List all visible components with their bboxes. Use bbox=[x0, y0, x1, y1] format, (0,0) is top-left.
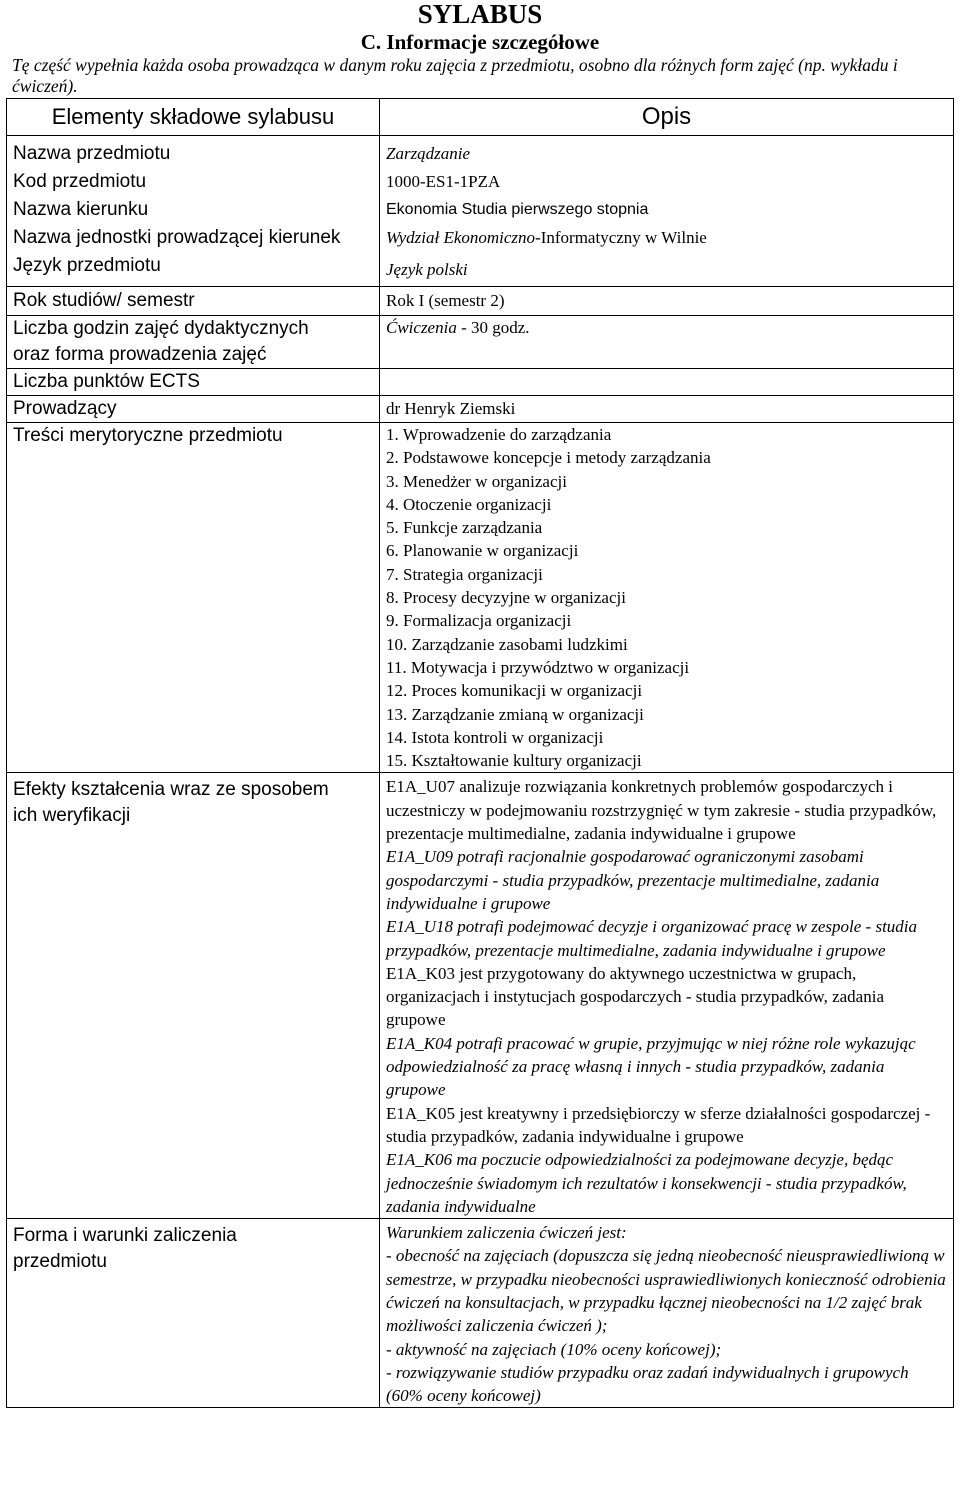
table-header-row bbox=[7, 99, 954, 136]
section-title: C. Informacje szczegółowe bbox=[360, 30, 600, 54]
content-list bbox=[386, 423, 947, 772]
list-item: 13. Zarządzanie zmianą w organizacji bbox=[386, 704, 644, 724]
assessment-paragraph: - aktywność na zajęciach (10% oceny końcowej); bbox=[386, 1339, 722, 1359]
outcome-paragraph: E1A_K06 ma poczucie odpowiedzialności za podejmowane decyzje, będąc jednocześnie świadomym ich rezultatów i konsekwencji - studia przypadków, zadania indywidualne bbox=[386, 1150, 907, 1216]
outcome-paragraph: E1A_U18 potrafi podejmować decyzje i organizować pracę w zespole - studia przypadków, prezentacje multimedialne, zadania indywidualne i grupowe bbox=[386, 917, 918, 960]
row-assessment bbox=[7, 1219, 954, 1408]
label-hours-line2: oraz forma prowadzenia zajęć bbox=[13, 344, 267, 365]
label-hours bbox=[7, 316, 380, 369]
label-field-name: Nazwa kierunku bbox=[13, 199, 149, 220]
value-field-name: Ekonomia Studia pierwszego stopnia bbox=[386, 201, 649, 218]
label-course-name: Nazwa przedmiotu bbox=[13, 143, 171, 164]
outcome-paragraph: E1A_K05 jest kreatywny i przedsiębiorczy w sferze działalności gospodarczej - studia przypadków, zadania indywidualne i grupowe bbox=[386, 1103, 931, 1146]
value-hours bbox=[380, 316, 954, 369]
header-description: Opis bbox=[380, 99, 954, 136]
row-year-semester bbox=[7, 287, 954, 316]
row-course-info bbox=[7, 136, 954, 287]
value-unit-name-italic: Wydział Ekonomiczno bbox=[386, 228, 536, 247]
value-assessment bbox=[380, 1219, 954, 1408]
label-assessment-line2: przedmiotu bbox=[13, 1251, 107, 1273]
outcome-paragraph: E1A_U07 analizuje rozwiązania konkretnych problemów gospodarczych i uczestniczy w podejmowaniu rozstrzygnięć w tym zakresie - studia przypadków, prezentacje multimedialne, zadania indywidualne i grupowe bbox=[386, 777, 937, 844]
label-content: Treści merytoryczne przedmiotu bbox=[7, 423, 380, 773]
row-lecturer bbox=[7, 396, 954, 423]
outcome-paragraph: E1A_K03 jest przygotowany do aktywnego uczestnictwa w grupach, organizacjach i instytucjach gospodarczych - studia przypadków, zadania grupowe bbox=[386, 963, 884, 1030]
list-item: 2. Podstawowe koncepcje i metody zarządzania bbox=[386, 448, 711, 468]
assessment-paragraph: - obecność na zajęciach (dopuszcza się jedną nieobecność nieusprawiedliwioną w semestrze, w przypadku nieobecności usprawiedliwionych konieczność odrobienia ćwiczeń na konsultacjach, w przypadku łącznej nieobecności na 1/2 zajęć brak możliwości zaliczenia ćwiczeń ); bbox=[386, 1246, 946, 1336]
label-course-code: Kod przedmiotu bbox=[13, 171, 147, 192]
value-year: Rok I (semestr 2) bbox=[380, 287, 954, 316]
value-hours-form: Ćwiczenia bbox=[386, 318, 457, 337]
list-item: 9. Formalizacja organizacji bbox=[386, 611, 572, 631]
value-language: Język polski bbox=[386, 260, 468, 279]
list-item: 6. Planowanie w organizacji bbox=[386, 541, 579, 561]
list-item: 10. Zarządzanie zasobami ludzkimi bbox=[386, 634, 628, 654]
label-year: Rok studiów/ semestr bbox=[7, 287, 380, 316]
label-outcomes bbox=[7, 773, 380, 1219]
list-item: 14. Istota kontroli w organizacji bbox=[386, 727, 604, 747]
intro-text: Tę część wypełnia każda osoba prowadząca w danym roku zajęcia z przedmiotu, osobno dla różnych form zajęć (np. wykładu i ćwiczeń). bbox=[12, 55, 898, 96]
list-item: 7. Strategia organizacji bbox=[386, 564, 543, 584]
outcome-paragraph: E1A_U09 potrafi racjonalnie gospodarować ograniczonymi zasobami gospodarczymi - studia przypadków, prezentacje multimedialne, zadania indywidualne i grupowe bbox=[386, 847, 880, 913]
value-hours-count: - 30 godz. bbox=[456, 318, 530, 337]
label-ects: Liczba punktów ECTS bbox=[7, 369, 380, 396]
list-item: 3. Menedżer w organizacji bbox=[386, 471, 567, 491]
value-ects bbox=[380, 369, 954, 396]
syllabus-table bbox=[6, 98, 954, 1408]
list-item: 4. Otoczenie organizacji bbox=[386, 494, 552, 514]
list-item: 11. Motywacja i przywództwo w organizacji bbox=[386, 657, 690, 677]
value-unit-name bbox=[386, 224, 947, 252]
value-course-code: 1000-ES1-1PZA bbox=[386, 172, 501, 191]
value-outcomes bbox=[380, 773, 954, 1219]
page-title: SYLABUS bbox=[417, 0, 543, 29]
label-hours-line1: Liczba godzin zajęć dydaktycznych bbox=[13, 318, 309, 339]
value-lecturer: dr Henryk Ziemski bbox=[380, 396, 954, 423]
value-unit-name-rest: -Informatyczny w Wilnie bbox=[535, 228, 707, 247]
row-content bbox=[7, 423, 954, 773]
course-info-values bbox=[380, 136, 954, 287]
label-lecturer: Prowadzący bbox=[7, 396, 380, 423]
label-outcomes-line2: ich weryfikacji bbox=[13, 805, 131, 827]
label-assessment bbox=[7, 1219, 380, 1408]
header-elements: Elementy składowe sylabusu bbox=[7, 99, 380, 136]
label-assessment-line1: Forma i warunki zaliczenia bbox=[13, 1225, 237, 1247]
row-outcomes bbox=[7, 773, 954, 1219]
row-hours bbox=[7, 316, 954, 369]
list-item: 5. Funkcje zarządzania bbox=[386, 518, 543, 538]
row-ects bbox=[7, 369, 954, 396]
outcome-paragraph: E1A_K04 potrafi pracować w grupie, przyjmując w niej różne role wykazując odpowiedzialność za pracę własną i innych - studia przypadków, zadania grupowe bbox=[386, 1033, 916, 1100]
label-outcomes-line1: Efekty kształcenia wraz ze sposobem bbox=[13, 779, 329, 801]
label-unit-name: Nazwa jednostki prowadzącej kierunek bbox=[13, 227, 341, 248]
value-course-name: Zarządzanie bbox=[386, 144, 471, 163]
list-item: 1. Wprowadzenie do zarządzania bbox=[386, 425, 612, 444]
course-info-labels bbox=[7, 136, 380, 287]
value-content bbox=[380, 423, 954, 773]
list-item: 8. Procesy decyzyjne w organizacji bbox=[386, 588, 626, 608]
list-item: 15. Kształtowanie kultury organizacji bbox=[386, 751, 642, 771]
label-language: Język przedmiotu bbox=[13, 255, 161, 276]
list-item: 12. Proces komunikacji w organizacji bbox=[386, 681, 643, 701]
assessment-paragraph: - rozwiązywanie studiów przypadku oraz zadań indywidualnych i grupowych (60% oceny końcowej) bbox=[386, 1362, 909, 1406]
assessment-paragraph: Warunkiem zaliczenia ćwiczeń jest: bbox=[386, 1223, 627, 1243]
